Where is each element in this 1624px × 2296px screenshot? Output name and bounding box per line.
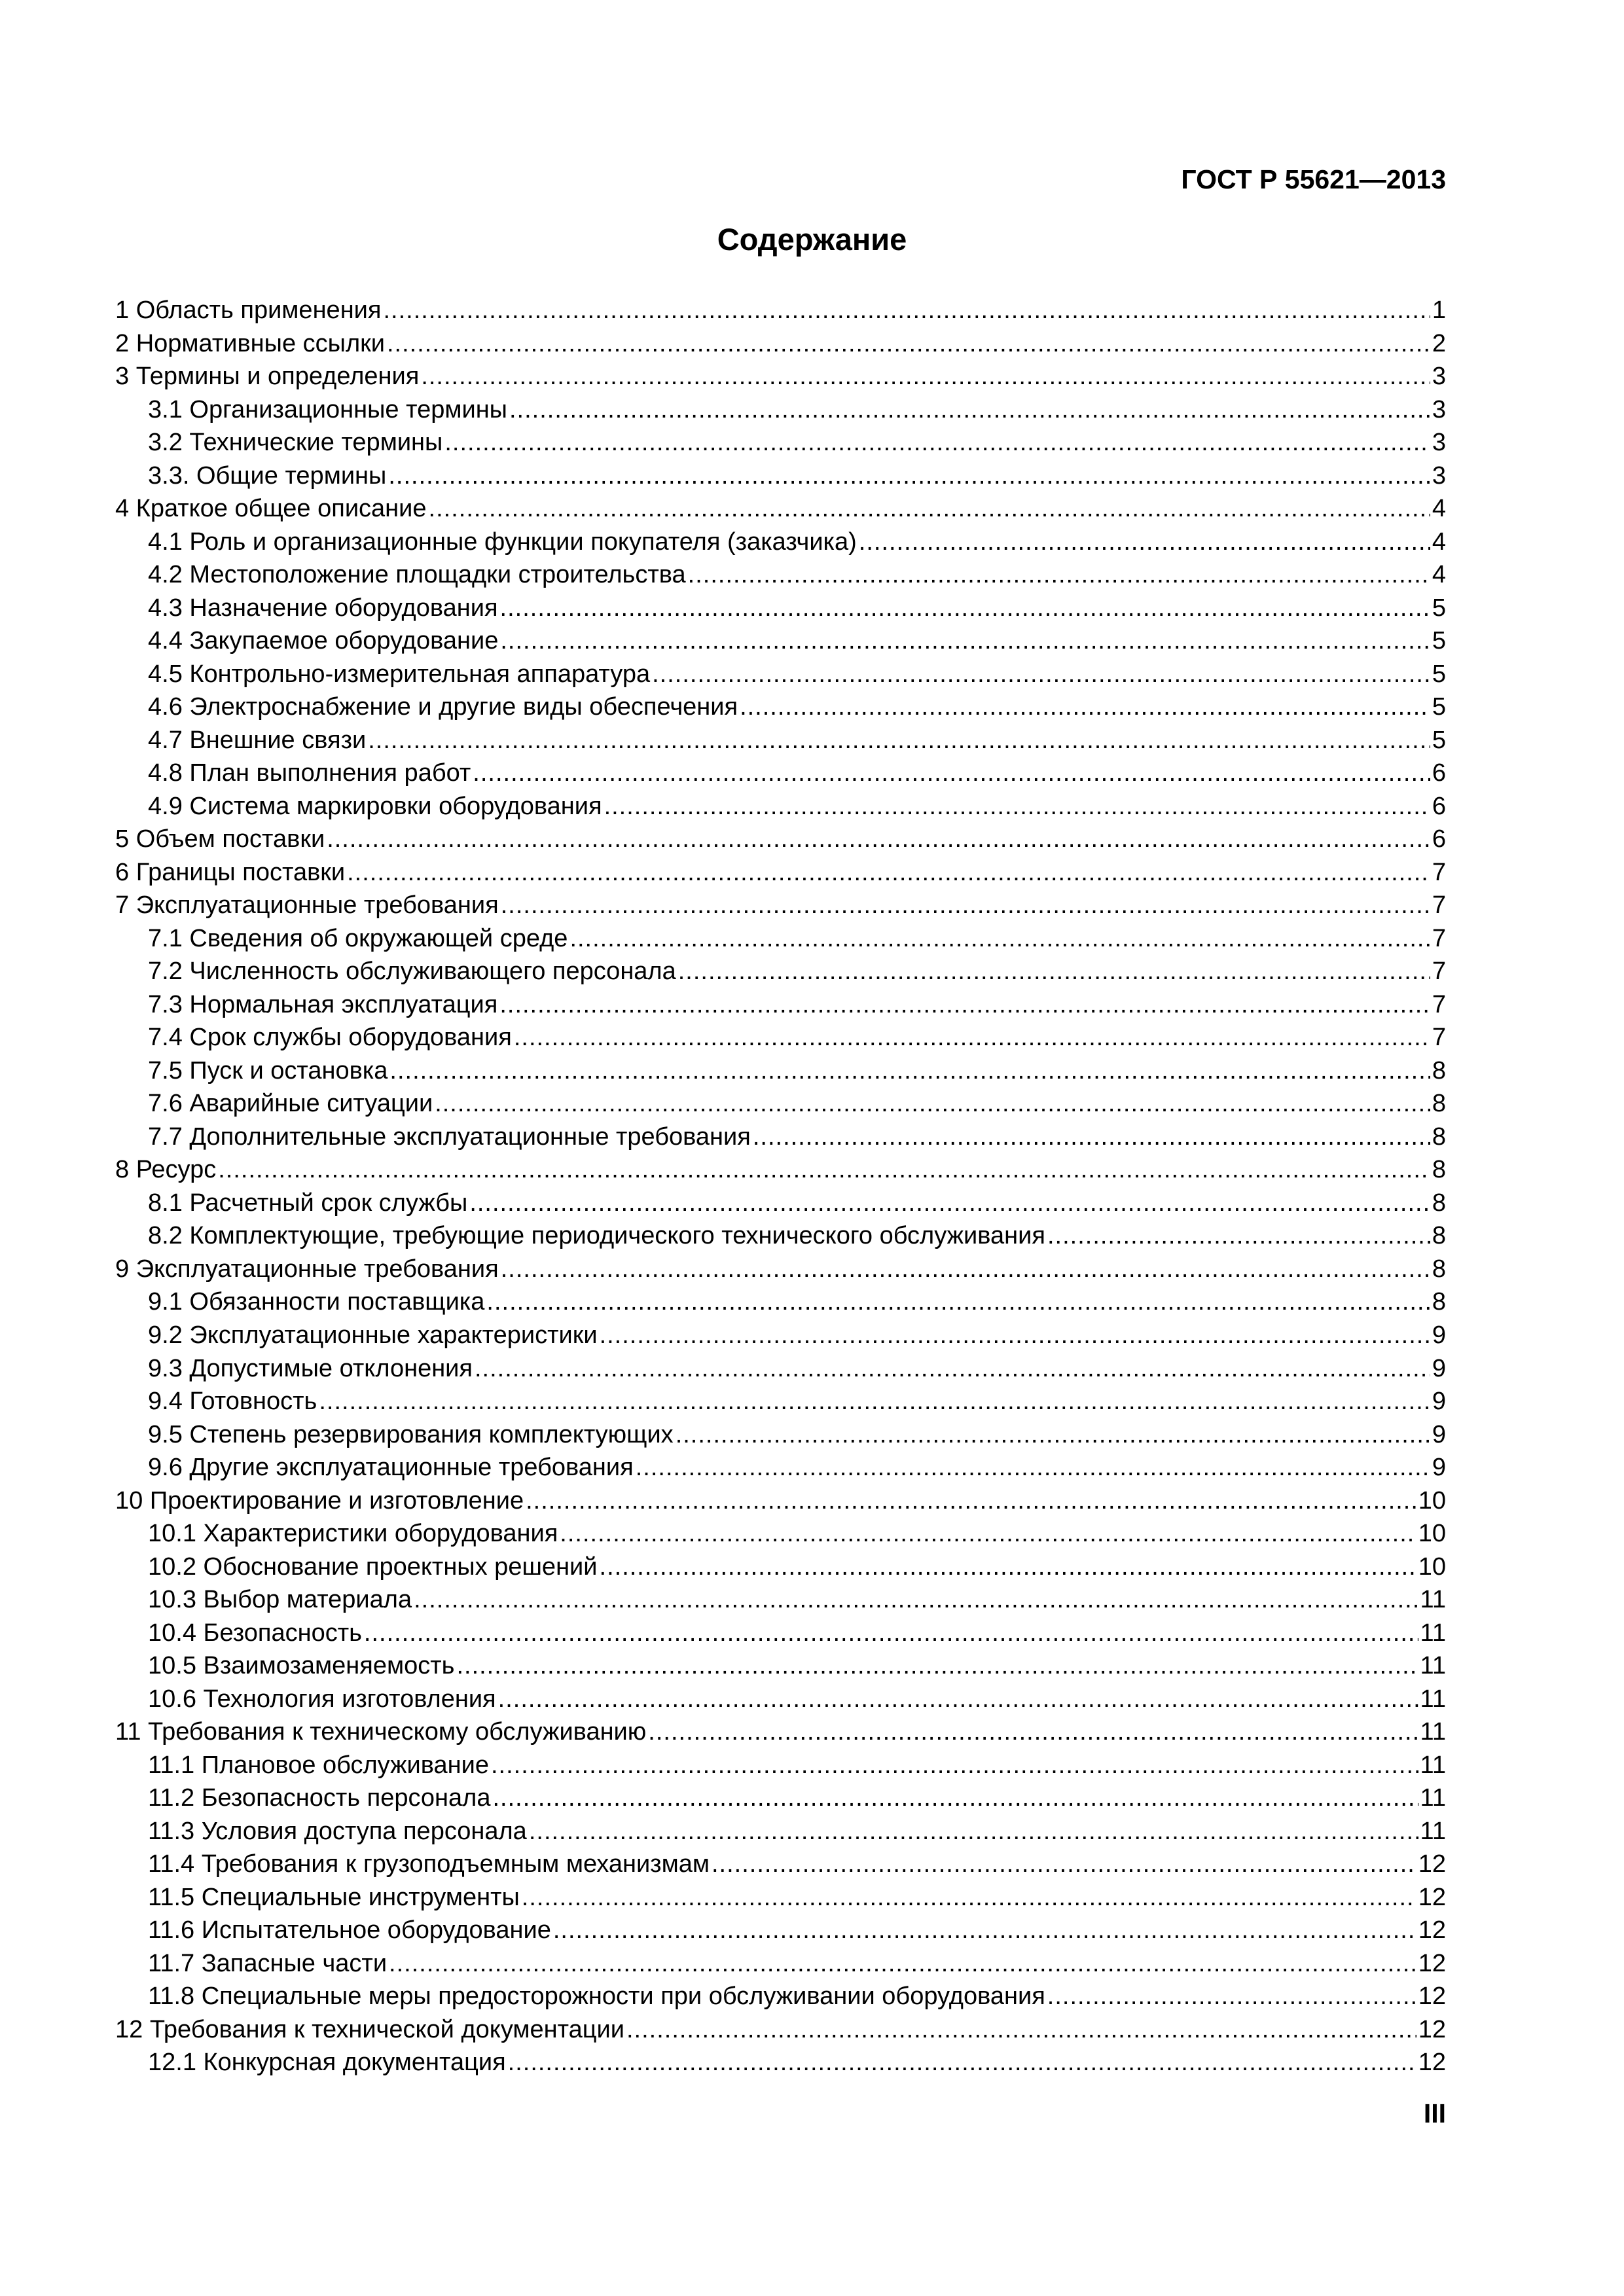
toc-entry[interactable]: [115, 1649, 1446, 1683]
toc-entry[interactable]: [115, 922, 1446, 956]
toc-entry-page: 8: [1432, 1255, 1446, 1283]
dot-leader: [383, 294, 1430, 327]
dot-leader: [387, 327, 1430, 360]
toc-entry[interactable]: [115, 955, 1446, 988]
toc-entry[interactable]: [115, 1715, 1446, 1749]
toc-entry-label: 10.1 Характеристики оборудования: [148, 1520, 558, 1548]
dot-leader: [652, 658, 1430, 691]
dot-leader: [435, 1087, 1430, 1120]
dot-leader: [492, 1782, 1418, 1814]
toc-entry[interactable]: [115, 558, 1446, 592]
dot-leader: [626, 2013, 1416, 2046]
toc-entry[interactable]: [115, 1253, 1446, 1286]
toc-entry-label: 4 Краткое общее описание: [115, 495, 427, 523]
toc-entry[interactable]: [115, 889, 1446, 922]
toc-entry-page: 9: [1432, 1454, 1446, 1482]
toc-entry-page: 1: [1432, 296, 1446, 324]
dot-leader: [526, 1484, 1416, 1517]
toc-entry-label: 4.5 Контрольно-измерительная аппаратура: [148, 660, 651, 688]
toc-entry-page: 11: [1420, 1685, 1446, 1713]
dot-leader: [1047, 1219, 1430, 1252]
toc-entry-page: 5: [1432, 594, 1446, 622]
toc-entry[interactable]: [115, 1782, 1446, 1815]
toc-entry-label: 10.2 Обоснование проектных решений: [148, 1552, 598, 1581]
dot-leader: [560, 1517, 1416, 1550]
toc-entry-label: 8.2 Комплектующие, требующие периодического технического обслуживания: [148, 1222, 1045, 1250]
toc-entry-page: 7: [1432, 958, 1446, 986]
toc-entry-label: 7.4 Срок службы оборудования: [148, 1024, 512, 1052]
toc-entry[interactable]: [115, 1418, 1446, 1452]
toc-entry-page: 11: [1420, 1718, 1446, 1746]
toc-entry[interactable]: [115, 1980, 1446, 2013]
toc-entry[interactable]: [115, 724, 1446, 757]
toc-entry-page: 3: [1432, 429, 1446, 457]
toc-entry[interactable]: [115, 1484, 1446, 1518]
standard-code: ГОСТ Р 55621—2013: [1181, 164, 1446, 194]
toc-entry-label: 11.2 Безопасность персонала: [148, 1784, 491, 1812]
toc-entry[interactable]: [115, 790, 1446, 823]
toc-entry-label: 9.6 Другие эксплуатационные требования: [148, 1454, 634, 1482]
toc-entry-label: 9.3 Допустимые отклонения: [148, 1354, 473, 1382]
toc-entry[interactable]: [115, 526, 1446, 559]
toc-entry-page: 7: [1432, 1024, 1446, 1052]
toc-entry-page: 9: [1432, 1388, 1446, 1416]
dot-leader: [499, 988, 1430, 1021]
toc-entry-page: 4: [1432, 528, 1446, 556]
toc-entry-label: 9.4 Готовность: [148, 1388, 317, 1416]
dot-leader: [676, 1418, 1430, 1451]
dot-leader: [529, 1815, 1418, 1848]
toc-entry-page: 4: [1432, 495, 1446, 523]
dot-leader: [500, 592, 1430, 624]
toc-entry[interactable]: [115, 492, 1446, 526]
dot-leader: [600, 1319, 1430, 1352]
toc-entry-page: 12: [1418, 1949, 1446, 1977]
toc-entry-page: 10: [1418, 1552, 1446, 1581]
toc-entry-label: 11.5 Специальные инструменты: [148, 1883, 520, 1911]
toc-entry-label: 4.7 Внешние связи: [148, 726, 367, 754]
dot-leader: [1047, 1980, 1416, 2013]
toc-entry[interactable]: [115, 1121, 1446, 1154]
toc-entry-label: 4.2 Местоположение площадки строительства: [148, 561, 686, 589]
toc-entry-page: 7: [1432, 924, 1446, 952]
toc-entry[interactable]: [115, 658, 1446, 691]
toc-entry-label: 4.3 Назначение оборудования: [148, 594, 498, 622]
toc-entry[interactable]: [115, 1352, 1446, 1386]
toc-entry-page: 5: [1432, 693, 1446, 721]
toc-entry-page: 11: [1420, 1652, 1446, 1680]
toc-entry[interactable]: [115, 1153, 1446, 1187]
toc-entry-page: 7: [1432, 891, 1446, 920]
toc-entry-page: 11: [1420, 1784, 1446, 1812]
dot-leader: [389, 1947, 1416, 1980]
dot-leader: [327, 823, 1430, 855]
table-of-contents: [115, 294, 1446, 2079]
dot-leader: [473, 757, 1430, 789]
toc-entry[interactable]: [115, 1848, 1446, 1881]
toc-entry-page: 11: [1420, 1817, 1446, 1845]
toc-entry-page: 6: [1432, 825, 1446, 853]
toc-entry-page: 8: [1432, 1288, 1446, 1316]
toc-entry[interactable]: [115, 1021, 1446, 1054]
toc-entry[interactable]: [115, 393, 1446, 427]
toc-entry-label: 3.3. Общие термины: [148, 461, 387, 490]
dot-leader: [347, 856, 1430, 889]
dot-leader: [421, 360, 1430, 393]
toc-entry-label: 1 Область применения: [115, 296, 382, 324]
dot-leader: [553, 1914, 1416, 1946]
toc-entry-label: 8 Ресурс: [115, 1156, 217, 1184]
toc-entry-page: 9: [1432, 1321, 1446, 1349]
toc-entry[interactable]: [115, 1054, 1446, 1088]
toc-entry-label: 6 Границы поставки: [115, 858, 346, 886]
toc-entry[interactable]: [115, 360, 1446, 393]
dot-leader: [500, 624, 1430, 657]
toc-entry-label: 7.2 Численность обслуживающего персонала: [148, 958, 676, 986]
toc-entry-label: 3.1 Организационные термины: [148, 395, 507, 423]
toc-entry-label: 9 Эксплуатационные требования: [115, 1255, 499, 1283]
toc-entry-label: 10.3 Выбор материала: [148, 1586, 412, 1614]
toc-entry-page: 4: [1432, 561, 1446, 589]
dot-leader: [498, 1683, 1418, 1715]
dot-leader: [218, 1153, 1430, 1186]
dot-leader: [648, 1715, 1418, 1748]
toc-entry-label: 10.4 Безопасность: [148, 1619, 362, 1647]
dot-leader: [475, 1352, 1430, 1385]
toc-entry-page: 8: [1432, 1090, 1446, 1118]
dot-leader: [514, 1021, 1430, 1054]
dot-leader: [444, 426, 1430, 459]
dot-leader: [508, 2046, 1416, 2079]
toc-entry[interactable]: [115, 1285, 1446, 1319]
dot-leader: [389, 1054, 1430, 1087]
toc-entry-label: 9.1 Обязанности поставщика: [148, 1288, 485, 1316]
dot-leader: [429, 492, 1430, 525]
toc-entry-label: 3 Термины и определения: [115, 363, 420, 391]
page-title: Содержание: [717, 222, 907, 257]
toc-entry[interactable]: [115, 426, 1446, 459]
toc-entry-page: 12: [1418, 1916, 1446, 1945]
toc-entry[interactable]: [115, 1583, 1446, 1617]
toc-entry-label: 4.1 Роль и организационные функции покупателя (заказчика): [148, 528, 857, 556]
dot-leader: [319, 1385, 1430, 1418]
dot-leader: [501, 889, 1430, 922]
dot-leader: [364, 1617, 1418, 1649]
dot-leader: [859, 526, 1430, 558]
dot-leader: [414, 1583, 1418, 1616]
toc-entry[interactable]: [115, 1749, 1446, 1782]
toc-entry-page: 9: [1432, 1420, 1446, 1448]
toc-entry-page: 5: [1432, 660, 1446, 688]
toc-entry-page: 8: [1432, 1222, 1446, 1250]
dot-leader: [688, 558, 1430, 591]
toc-entry-page: 7: [1432, 990, 1446, 1018]
toc-entry-label: 4.8 План выполнения работ: [148, 759, 471, 787]
dot-leader: [569, 922, 1430, 955]
dot-leader: [600, 1551, 1416, 1583]
dot-leader: [501, 1253, 1430, 1285]
toc-entry-label: 7.6 Аварийные ситуации: [148, 1090, 433, 1118]
toc-entry[interactable]: [115, 294, 1446, 327]
toc-entry[interactable]: [115, 592, 1446, 625]
toc-entry-label: 12 Требования к технической документации: [115, 2015, 624, 2043]
toc-entry-label: 10 Проектирование и изготовление: [115, 1486, 524, 1515]
toc-entry[interactable]: [115, 1947, 1446, 1981]
toc-entry[interactable]: [115, 1385, 1446, 1418]
toc-entry-page: 9: [1432, 1354, 1446, 1382]
toc-entry-page: 11: [1420, 1586, 1446, 1614]
toc-entry-label: 11.6 Испытательное оборудование: [148, 1916, 551, 1945]
dot-leader: [636, 1451, 1430, 1484]
toc-entry-page: 8: [1432, 1056, 1446, 1085]
toc-entry-page: 8: [1432, 1189, 1446, 1217]
toc-entry[interactable]: [115, 1551, 1446, 1584]
toc-entry-label: 10.6 Технология изготовления: [148, 1685, 496, 1713]
toc-entry[interactable]: [115, 1683, 1446, 1716]
dot-leader: [491, 1749, 1418, 1782]
toc-entry-label: 11.8 Специальные меры предосторожности при обслуживании оборудования: [148, 1982, 1045, 2011]
dot-leader: [712, 1848, 1416, 1880]
toc-entry[interactable]: [115, 624, 1446, 658]
toc-entry[interactable]: [115, 1617, 1446, 1650]
toc-entry[interactable]: [115, 1219, 1446, 1253]
toc-entry-page: 6: [1432, 759, 1446, 787]
dot-leader: [509, 393, 1430, 426]
toc-entry-page: 12: [1418, 1850, 1446, 1878]
toc-entry-label: 10.5 Взаимозаменяемость: [148, 1652, 455, 1680]
toc-entry-label: 7 Эксплуатационные требования: [115, 891, 499, 920]
toc-entry[interactable]: [115, 691, 1446, 724]
toc-entry[interactable]: [115, 327, 1446, 361]
toc-entry[interactable]: [115, 2046, 1446, 2079]
toc-entry-page: 6: [1432, 792, 1446, 820]
toc-entry-label: 9.2 Эксплуатационные характеристики: [148, 1321, 598, 1349]
toc-entry[interactable]: [115, 1187, 1446, 1220]
toc-entry-page: 5: [1432, 627, 1446, 655]
toc-entry-page: 11: [1420, 1619, 1446, 1647]
toc-entry-page: 12: [1418, 2015, 1446, 2043]
dot-leader: [486, 1285, 1430, 1318]
toc-entry-page: 8: [1432, 1156, 1446, 1184]
dot-leader: [522, 1881, 1416, 1914]
toc-entry-page: 10: [1418, 1520, 1446, 1548]
toc-entry-label: 11.3 Условия доступа персонала: [148, 1817, 527, 1845]
dot-leader: [388, 459, 1430, 492]
toc-entry-label: 7.1 Сведения об окружающей среде: [148, 924, 568, 952]
dot-leader: [678, 955, 1430, 988]
dot-leader: [456, 1649, 1418, 1682]
toc-entry-page: 11: [1420, 1751, 1446, 1779]
toc-entry[interactable]: [115, 1815, 1446, 1848]
toc-entry[interactable]: [115, 823, 1446, 856]
toc-entry[interactable]: [115, 856, 1446, 889]
dot-leader: [368, 724, 1430, 757]
toc-entry-label: 8.1 Расчетный срок службы: [148, 1189, 468, 1217]
page-number: III: [1423, 2098, 1446, 2128]
toc-entry-label: 3.2 Технические термины: [148, 429, 443, 457]
toc-entry-label: 4.6 Электроснабжение и другие виды обеспечения: [148, 693, 738, 721]
toc-entry[interactable]: [115, 1451, 1446, 1484]
toc-entry[interactable]: [115, 459, 1446, 493]
toc-entry-label: 11.1 Плановое обслуживание: [148, 1751, 489, 1779]
toc-entry-label: 9.5 Степень резервирования комплектующих: [148, 1420, 674, 1448]
toc-entry[interactable]: [115, 1517, 1446, 1551]
toc-entry-label: 11.4 Требования к грузоподъемным механизмам: [148, 1850, 710, 1878]
dot-leader: [604, 790, 1430, 823]
toc-entry-label: 11.7 Запасные части: [148, 1949, 388, 1977]
dot-leader: [740, 691, 1430, 723]
toc-entry-label: 2 Нормативные ссылки: [115, 329, 385, 357]
dot-leader: [469, 1187, 1430, 1219]
toc-entry-page: 12: [1418, 1883, 1446, 1911]
toc-entry-page: 3: [1432, 363, 1446, 391]
toc-entry-label: 4.4 Закупаемое оборудование: [148, 627, 499, 655]
toc-entry[interactable]: [115, 1319, 1446, 1352]
toc-entry[interactable]: [115, 1087, 1446, 1121]
toc-entry-page: 10: [1418, 1486, 1446, 1515]
toc-entry-page: 8: [1432, 1122, 1446, 1151]
toc-entry[interactable]: [115, 2013, 1446, 2047]
toc-entry-label: 7.3 Нормальная эксплуатация: [148, 990, 498, 1018]
toc-entry-label: 5 Объем поставки: [115, 825, 325, 853]
toc-entry[interactable]: [115, 988, 1446, 1022]
toc-entry-page: 12: [1418, 2049, 1446, 2077]
dot-leader: [753, 1121, 1430, 1153]
toc-entry-page: 2: [1432, 329, 1446, 357]
toc-entry-label: 12.1 Конкурсная документация: [148, 2049, 506, 2077]
toc-entry-page: 12: [1418, 1982, 1446, 2011]
toc-entry-label: 7.5 Пуск и остановка: [148, 1056, 388, 1085]
toc-entry-label: 7.7 Дополнительные эксплуатационные требования: [148, 1122, 751, 1151]
toc-entry-label: 4.9 Система маркировки оборудования: [148, 792, 602, 820]
toc-entry-label: 11 Требования к техническому обслуживанию: [115, 1718, 647, 1746]
toc-entry[interactable]: [115, 1881, 1446, 1914]
toc-entry-page: 3: [1432, 461, 1446, 490]
toc-entry-page: 5: [1432, 726, 1446, 754]
toc-entry[interactable]: [115, 757, 1446, 790]
toc-entry[interactable]: [115, 1914, 1446, 1947]
toc-entry-page: 7: [1432, 858, 1446, 886]
toc-entry-page: 3: [1432, 395, 1446, 423]
